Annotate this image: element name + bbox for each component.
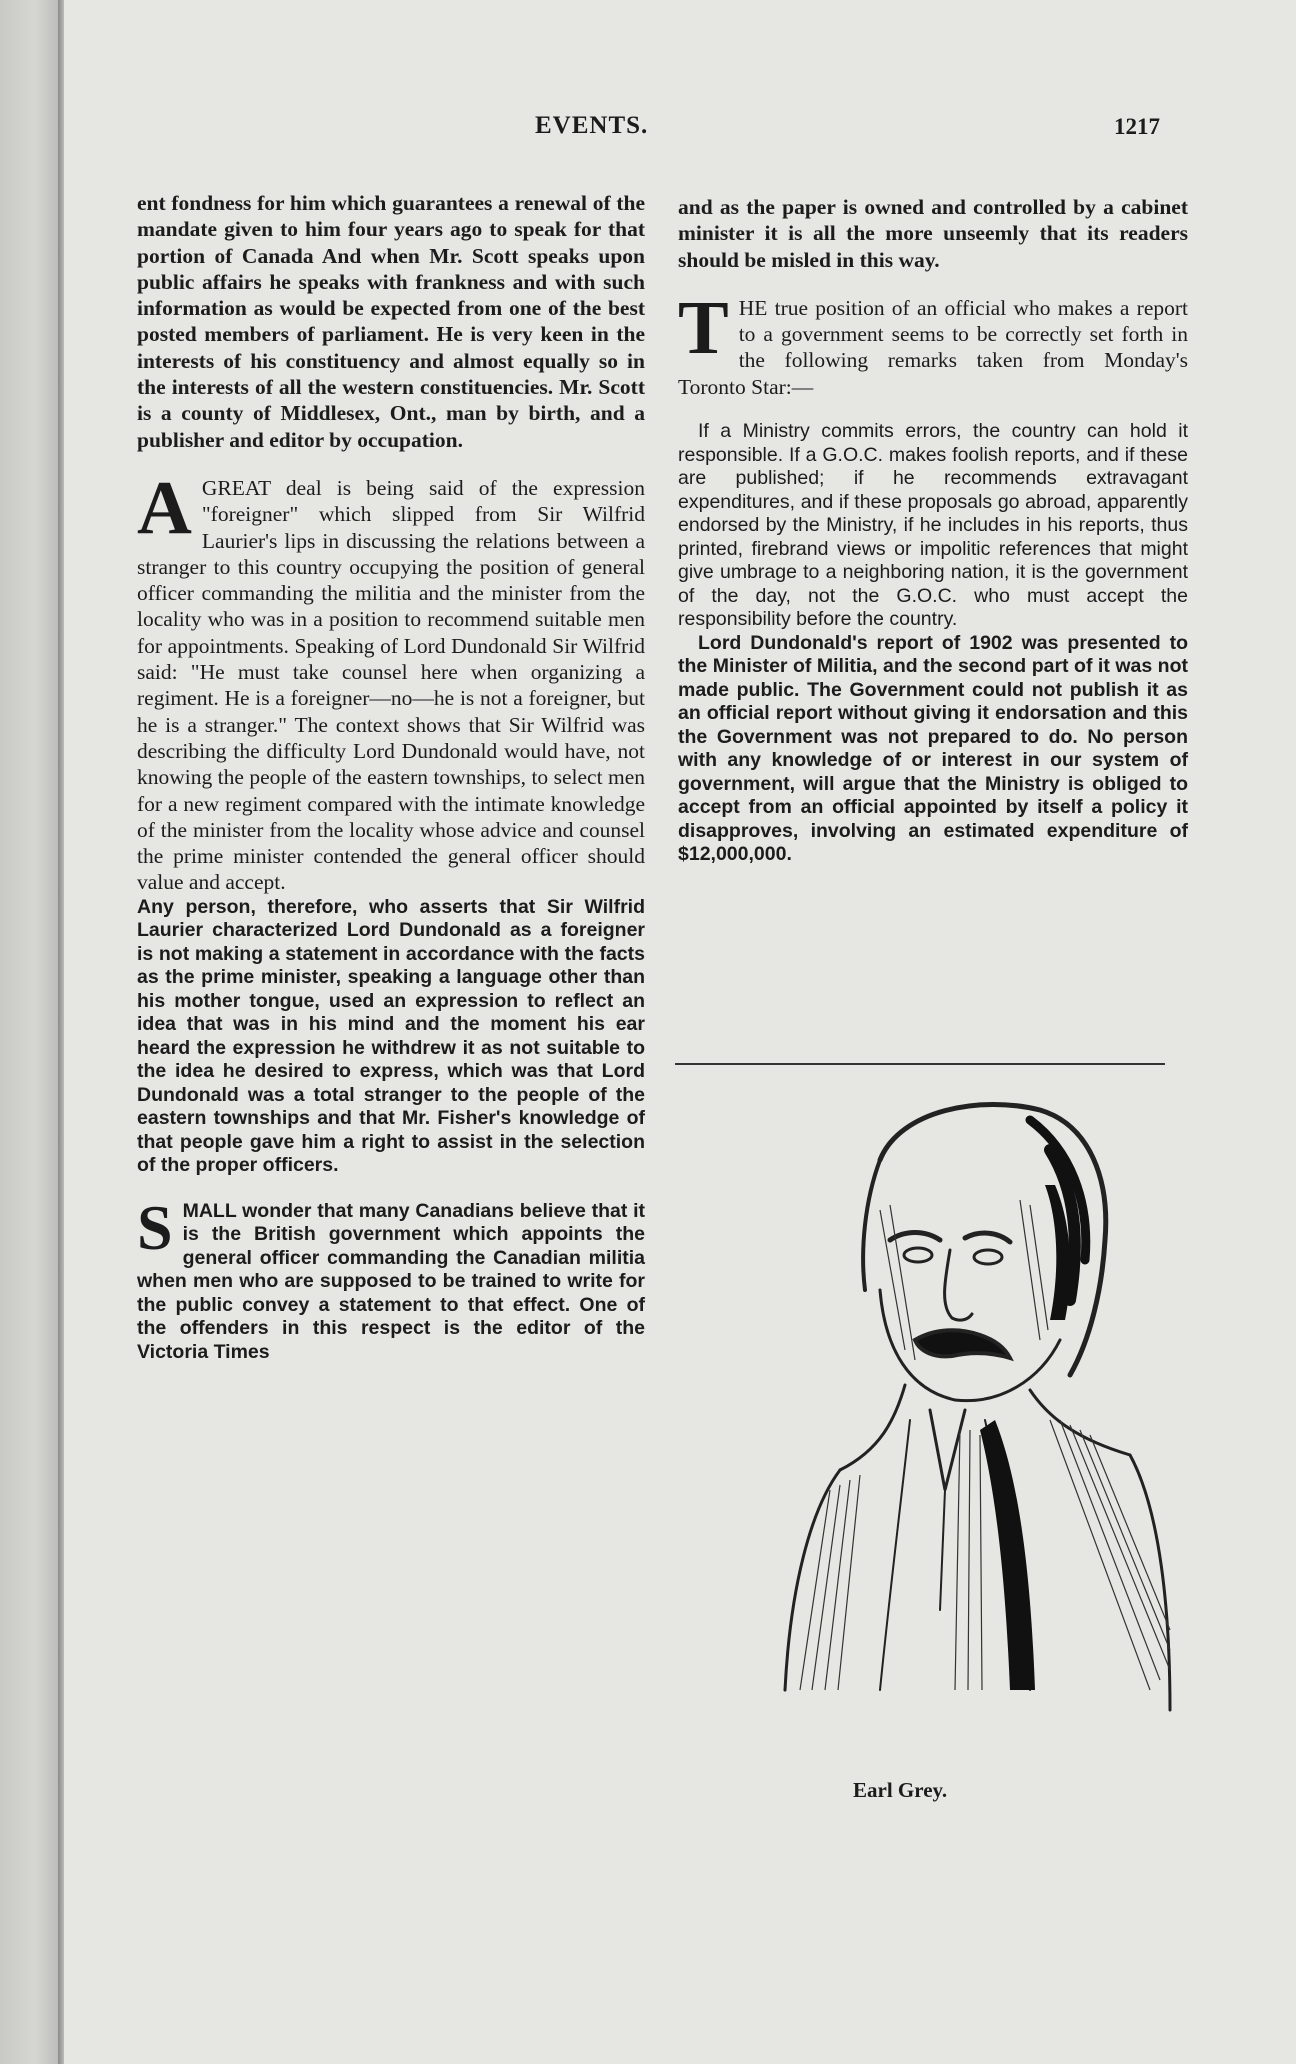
paragraph-scott: ent fondness for him which guarantees a renewal of the mandate given to him four years ago to speak for that portion of Canada And when Mr. Scott speaks upon public affairs he speaks with frankness and with such information as would be expected from one of the best posted members of parliament. He is very keen in the interests of his constituency and almost equally so in the interests of all the western constituencies. Mr. Scott is a county of Middlesex, Ont., man by birth, and a publisher and editor by occupation. <box>137 191 645 452</box>
paragraph-small-wonder <box>137 1191 645 1365</box>
running-head: EVENTS. <box>535 112 649 139</box>
paragraph-true-position <box>678 285 1188 400</box>
paragraph-true-position-text: HE true position of an official who makes a report to a government seems to be correctly set forth in the following remarks taken from Monday's Toronto Star:— <box>678 295 1188 399</box>
portrait-caption: Earl Grey. <box>853 1778 948 1802</box>
dropcap-s: S <box>137 1191 173 1263</box>
paragraph-any-person: Any person, therefore, who asserts that Sir Wilfrid Laurier characterized Lord Dundonald as a foreigner is not making a statement in accordance with the facts as the prime minister, speaking a language other than his mother tongue, used an expression to reflect an idea that was in his mind and the moment his ear heard the expression he withdrew it as not suitable to the idea he desired to express, which was that Lord Dundonald was a total stranger to the people of the eastern townships and that Mr. Fisher's knowledge of that people gave him a right to assist in the selection of the proper officers. <box>137 895 645 1177</box>
right-column <box>678 194 1188 867</box>
portrait-engraving <box>730 1090 1180 1730</box>
quote-ministry-errors: If a Ministry commits errors, the country can hold it responsible. If a G.O.C. makes foolish reports, and if these are published; if he recommends extravagant expenditures, and if these proposals go abroad, apparently endorsed by the Ministry, if he includes in his reports, thus printed, firebrand views or impolitic references that might give umbrage to a neighboring nation, it is the government of the day, not the G.O.C. who must accept the responsibility before the country. <box>678 420 1188 631</box>
left-column <box>137 190 645 1364</box>
paragraph-foreigner-text: GREAT deal is being said of the expression "foreigner" which slipped from Sir Wilfrid Laurier's lips in discussing the relations between a stranger to this country occupying the position of general officer commanding the militia and the minister from the locality who was in a position to recommend suitable men for appointments. Speaking of Lord Dundonald Sir Wilfrid said: "He must take counsel here when organizing a regiment. He is a foreigner—no—he is not a foreigner, but he is a stranger." The context shows that Sir Wilfrid was describing the difficulty Lord Dundonald would have, not knowing the people of the eastern townships, to select men for a new regiment compared with the intimate knowledge of the minister from the locality whose advice and counsel the prime minister contended the general officer should value and accept. <box>137 475 645 895</box>
dropcap-t: T <box>678 285 729 370</box>
paragraph-foreigner <box>137 465 645 896</box>
toronto-star-quote <box>678 420 1188 867</box>
page-number: 1217 <box>1114 114 1160 139</box>
dropcap-a: A <box>137 465 192 550</box>
paragraph-small-wonder-text: MALL wonder that many Canadians believe that it is the British government which appoints the general officer commanding the Canadian militia when men who are supposed to be trained to write for the public convey a statement to that effect. One of the offenders in this respect is the editor of the Victoria Times <box>137 1199 645 1363</box>
scan-left-margin <box>0 0 58 2064</box>
quote-dundonald-report: Lord Dundonald's report of 1902 was presented to the Minister of Militia, and the second part of it was not made public. The Government could not publish it as an official report without giving it endorsation and this the Government was not prepared to do. No person with any knowledge of or interest in our system of government, will argue that the Ministry is obliged to accept from an official appointed by itself a policy it disapproves, involving an estimated expenditure of $12,000,000. <box>678 631 1188 866</box>
section-divider <box>675 1063 1165 1065</box>
paragraph-cabinet-minister: and as the paper is owned and controlled by a cabinet minister it is all the more unseemly that its readers should be misled in this way. <box>678 195 1188 272</box>
